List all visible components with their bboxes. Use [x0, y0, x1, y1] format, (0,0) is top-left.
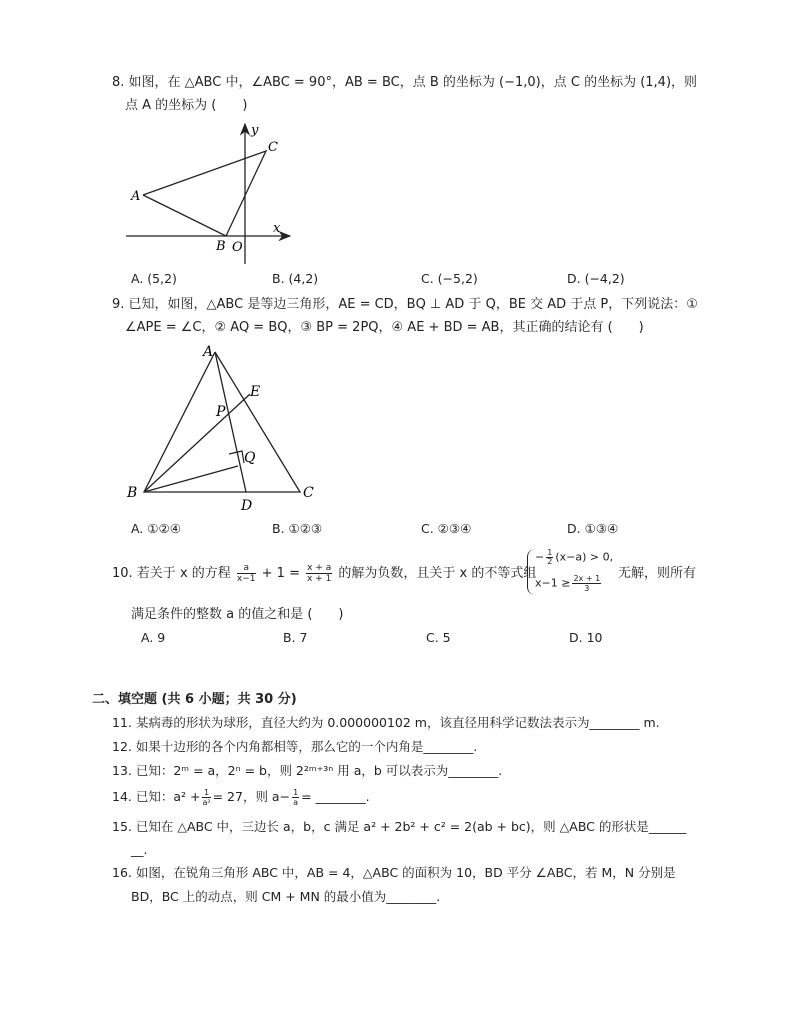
- label-b: B: [127, 485, 138, 501]
- label-o: O: [232, 240, 243, 255]
- q8-option-a: A. (5,2): [131, 271, 177, 286]
- q16-line1: 16. 如图，在锐角三角形 ABC 中，AB = 4，△ABC 的面积为 10，BD 平分 ∠ABC，若 M，N 分别是: [112, 865, 676, 880]
- q10-line2: 满足条件的整数 a 的值之和是 ( ): [131, 607, 344, 622]
- section-2-title: 二、填空题 (共 6 小题；共 30 分): [92, 692, 297, 707]
- q9-option-a: A. ①②④: [131, 521, 181, 536]
- right-angle-mark: [229, 451, 244, 463]
- q10-system-line1: − $\frac{1}{2}$ (x−a) > 0,: [535, 548, 614, 566]
- q8-option-d: D. (−4,2): [567, 271, 625, 286]
- q8-line1: 8. 如图，在 △ABC 中，∠ABC = 90°，AB = BC，点 B 的坐标为 (−1,0)，点 C 的坐标为 (1,4)，则: [112, 75, 698, 90]
- label-c: C: [303, 485, 314, 501]
- q15-line2: __.: [131, 842, 148, 857]
- q9-option-b: B. ①②③: [272, 521, 323, 536]
- q8-figure: [120, 118, 300, 266]
- q10-option-b: B. 7: [283, 630, 308, 645]
- q10-mid1: + 1 =: [261, 566, 300, 581]
- label-d: D: [241, 498, 253, 514]
- q10-suffix: 无解，则所有: [618, 566, 697, 581]
- q10-option-c: C. 5: [426, 630, 451, 645]
- q8-option-c: C. (−5,2): [421, 271, 478, 286]
- q10-system-line2: x−1 ≥ $\frac{2x + 1}{3}$: [535, 574, 601, 593]
- q9-line1: 9. 已知，如图，△ABC 是等边三角形，AE = CD，BQ ⊥ AD 于 Q，BE 交 AD 于点 P，下列说法：①: [112, 297, 698, 312]
- label-a: A: [131, 189, 141, 204]
- q16-line2: BD，BC 上的动点，则 CM + MN 的最小值为________.: [131, 889, 441, 904]
- q15-line1: 15. 已知在 △ABC 中，三边长 a，b，c 满足 a² + 2b² + c² = 2(ab + bc)，则 △ABC 的形状是______: [112, 819, 687, 834]
- q10-option-d: D. 10: [569, 630, 603, 645]
- label-c: C: [268, 140, 278, 155]
- q13: 13. 已知：2ᵐ = a，2ⁿ = b，则 2²ᵐ⁺³ⁿ 用 a，b 可以表示为________.: [112, 763, 503, 778]
- label-p: P: [216, 404, 226, 420]
- label-b: B: [216, 239, 226, 254]
- q10-mid2: 的解为负数，且关于 x 的不等式组: [338, 566, 537, 581]
- q8-option-b: B. (4,2): [272, 271, 319, 286]
- q14: 14. 已知：a² + $\frac{1}{\text{a²}}$ = 27，则 a− $\frac{1}{a}$ = ________.: [112, 788, 370, 807]
- q9-option-d: D. ①③④: [567, 521, 619, 536]
- label-y: y: [251, 123, 259, 138]
- label-e: E: [250, 384, 261, 400]
- label-a: A: [203, 344, 214, 360]
- q11: 11. 某病毒的形状为球形，直径大约为 0.000000102 m，该直径用科学记数法表示为________ m.: [112, 715, 660, 730]
- q10-fraction-2: $\frac{x + a}{x + 1}$: [307, 563, 332, 584]
- q8-line2: 点 A 的坐标为 ( ): [125, 98, 248, 113]
- q10-fraction-1: $\frac{a}{x-1}$: [236, 563, 256, 584]
- triangle-abc: [143, 151, 266, 236]
- q9-option-c: C. ②③④: [421, 521, 472, 536]
- label-q: Q: [244, 450, 256, 466]
- q9-line2: ∠APE = ∠C，② AQ = BQ，③ BP = 2PQ，④ AE + BD = AB，其正确的结论有 ( ): [125, 320, 644, 335]
- label-x: x: [273, 221, 281, 236]
- q10-prefix: 10. 若关于 x 的方程: [112, 566, 231, 581]
- q9-figure: [120, 340, 330, 515]
- q10-option-a: A. 9: [141, 630, 166, 645]
- q12: 12. 如果十边形的各个内角都相等，那么它的一个内角是________.: [112, 739, 478, 754]
- q10-line1: [112, 563, 536, 585]
